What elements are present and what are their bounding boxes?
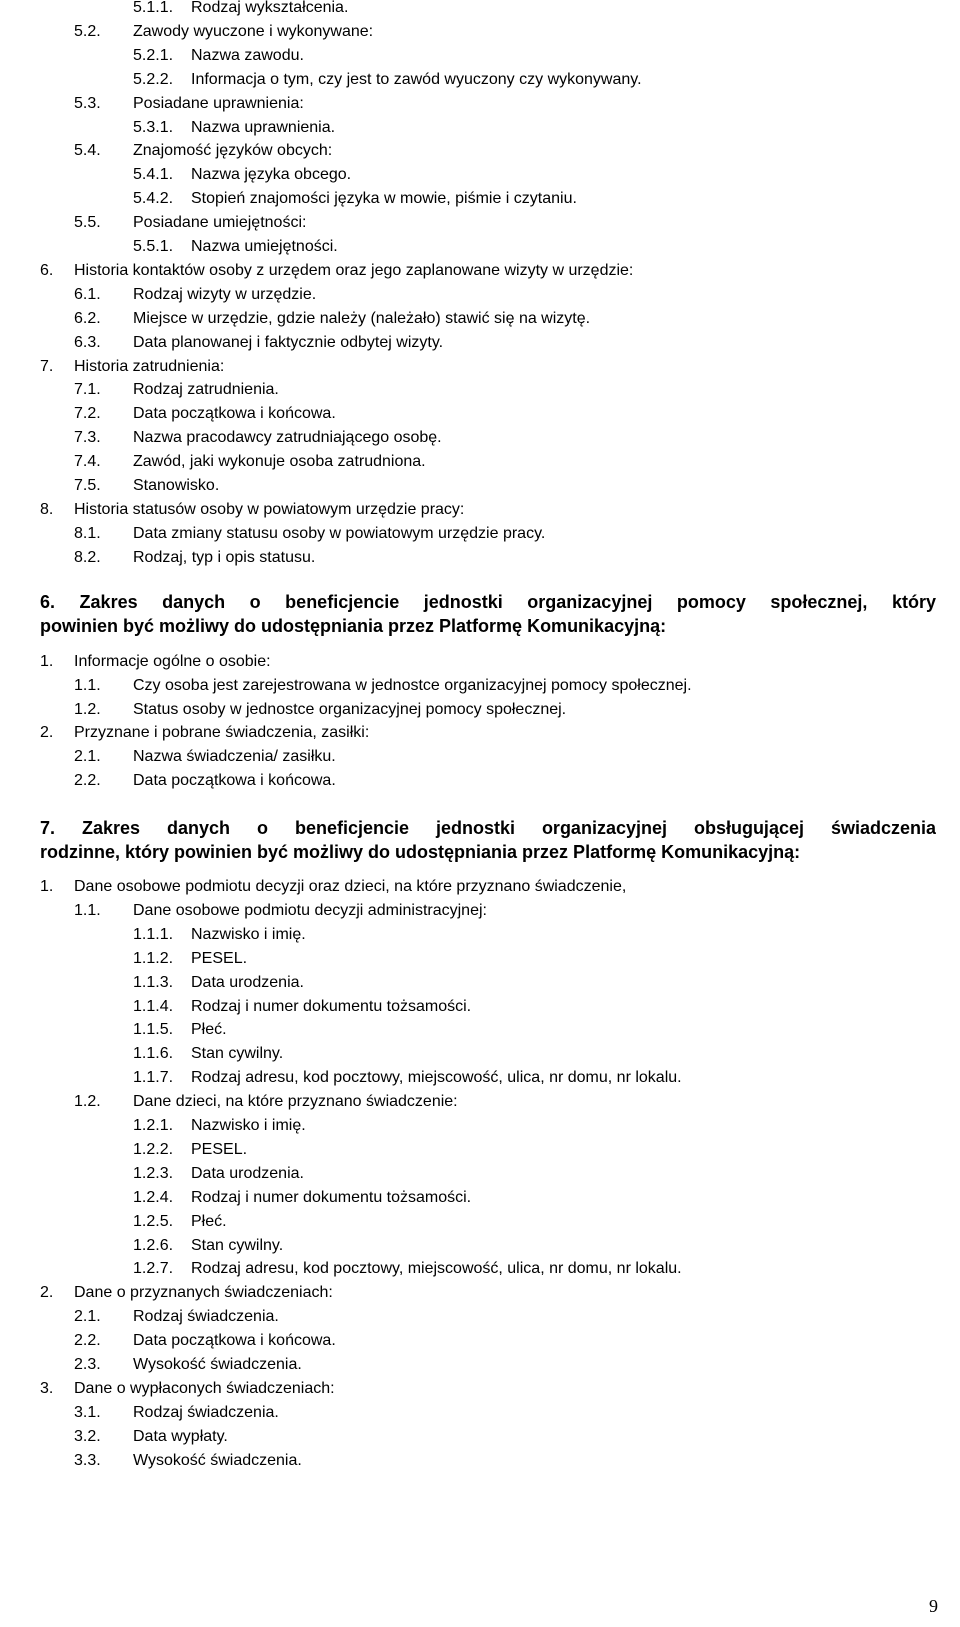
list-item-text: Historia zatrudnienia:	[74, 357, 225, 375]
section-7-number: 7.	[40, 818, 56, 838]
list-item-text: Data początkowa i końcowa.	[133, 1332, 336, 1350]
list-item-text: Rodzaj i numer dokumentu tożsamości.	[191, 1188, 472, 1206]
list-item-number: 1.1.	[74, 676, 101, 694]
list-item-text: Data początkowa i końcowa.	[133, 405, 336, 423]
section-7-heading-line2: rodzinne, który powinien być możliwy do udostępniania przez Platformę Komunikacyjną:	[40, 842, 801, 862]
list-item-text: Rodzaj wykształcenia.	[191, 0, 349, 16]
list-item-text: Czy osoba jest zarejestrowana w jednostce organizacyjnej pomocy społecznej.	[133, 676, 692, 694]
section-6-heading-line2: powinien być możliwy do udostępniania przez Platformę Komunikacyjną:	[40, 616, 667, 636]
list-item-text: Data wypłaty.	[133, 1427, 228, 1445]
list-item-number: 8.1.	[74, 524, 101, 542]
list-item-number: 5.2.1.	[133, 46, 174, 64]
list-item-text: Nazwa pracodawcy zatrudniającego osobę.	[133, 429, 442, 447]
section-6-number: 6.	[40, 592, 56, 612]
list-item-number: 3.3.	[74, 1451, 101, 1469]
list-item-text: Dane osobowe podmiotu decyzji administracyjnej:	[133, 901, 487, 919]
list-item-number: 1.1.2.	[133, 949, 174, 967]
list-item-text: Data zmiany statusu osoby w powiatowym urzędzie pracy.	[133, 524, 546, 542]
list-item-text: Rodzaj świadczenia.	[133, 1308, 279, 1326]
list-item-text: Nazwisko i imię.	[191, 925, 306, 943]
list-item-text: Rodzaj adresu, kod pocztowy, miejscowość, ulica, nr domu, nr lokalu.	[191, 1260, 682, 1278]
list-item-number: 2.1.	[74, 748, 101, 766]
list-item-number: 5.5.1.	[133, 238, 174, 255]
list-item-number: 2.	[40, 1284, 54, 1302]
list-item-text: Rodzaj zatrudnienia.	[133, 381, 279, 399]
list-item-number: 1.2.	[74, 1093, 101, 1111]
list-item-text: Zawody wyuczone i wykonywane:	[133, 22, 374, 40]
list-item-number: 5.4.1.	[133, 166, 174, 184]
list-item-number: 1.2.1.	[133, 1117, 174, 1134]
list-item-text: Miejsce w urzędzie, gdzie należy (należało) stawić się na wizytę.	[133, 309, 591, 327]
list-item-number: 7.4.	[74, 453, 101, 471]
section-7-heading-line1: Zakres danych o beneficjencie jednostki organizacyjnej obsługującej świadczenia	[81, 818, 936, 838]
list-item-number: 1.2.2.	[133, 1140, 174, 1158]
list-item-text: Przyznane i pobrane świadczenia, zasiłki:	[74, 724, 370, 742]
list-item-number: 1.2.3.	[133, 1164, 174, 1182]
list-item-number: 2.2.	[74, 1332, 101, 1350]
list-item-text: Nazwisko i imię.	[191, 1117, 306, 1134]
list-item-number: 7.	[40, 357, 54, 375]
list-item-text: Data urodzenia.	[191, 973, 304, 991]
list-item-number: 1.2.6.	[133, 1236, 174, 1254]
list-item-number: 3.1.	[74, 1403, 101, 1421]
list-item-number: 6.2.	[74, 309, 101, 327]
list-item-number: 1.1.7.	[133, 1069, 174, 1087]
section-6-heading-line1: Zakres danych o beneficjencie jednostki organizacyjnej pomocy społecznej, który	[79, 592, 936, 612]
list-item-number: 7.3.	[74, 429, 101, 447]
list-item-text: Data początkowa i końcowa.	[133, 772, 336, 789]
list-item-number: 8.2.	[74, 548, 101, 566]
list-item-number: 2.3.	[74, 1356, 101, 1373]
list-item-text: Nazwa uprawnienia.	[191, 118, 336, 136]
list-item-text: Informacja o tym, czy jest to zawód wyuczony czy wykonywany.	[191, 70, 642, 88]
list-item-text: Nazwa umiejętności.	[191, 238, 338, 255]
list-item-text: Dane osobowe podmiotu decyzji oraz dzieci, na które przyznano świadczenie,	[74, 878, 627, 895]
list-item-number: 2.2.	[74, 772, 101, 789]
list-item-number: 3.2.	[74, 1427, 101, 1445]
list-item-text: Data urodzenia.	[191, 1164, 304, 1182]
list-item-number: 6.3.	[74, 333, 101, 351]
list-item-text: Dane dzieci, na które przyznano świadczenie:	[133, 1093, 458, 1111]
list-item-number: 7.5.	[74, 477, 101, 494]
list-item-number: 2.	[40, 724, 54, 742]
list-item-number: 1.	[40, 653, 54, 670]
list-item-text: Nazwa świadczenia/ zasiłku.	[133, 748, 336, 766]
list-item-text: Historia kontaktów osoby z urzędem oraz jego zaplanowane wizyty w urzędzie:	[74, 261, 634, 279]
list-item-number: 2.1.	[74, 1308, 101, 1326]
list-item-number: 1.1.5.	[133, 1021, 174, 1039]
list-item-number: 7.2.	[74, 405, 101, 423]
list-item-text: Nazwa języka obcego.	[191, 166, 352, 184]
list-item-text: Data planowanej i faktycznie odbytej wizyty.	[133, 333, 444, 351]
list-item-number: 5.3.	[74, 94, 101, 112]
list-item-text: Stanowisko.	[133, 477, 220, 494]
list-item-number: 5.2.2.	[133, 70, 174, 88]
list-item-text: Rodzaj wizyty w urzędzie.	[133, 285, 317, 303]
list-item-number: 5.5.	[74, 214, 101, 232]
list-item-number: 1.1.	[74, 901, 101, 919]
list-item-text: PESEL.	[191, 1140, 248, 1158]
list-item-text: Rodzaj, typ i opis statusu.	[133, 548, 316, 566]
list-item-text: Wysokość świadczenia.	[133, 1356, 302, 1373]
list-item-number: 5.1.1.	[133, 0, 174, 16]
list-item-text: Znajomość języków obcych:	[133, 142, 333, 160]
list-item-number: 1.1.3.	[133, 973, 174, 991]
list-item-text: Posiadane uprawnienia:	[133, 94, 304, 112]
list-item-number: 5.4.	[74, 142, 101, 160]
list-item-text: Dane o przyznanych świadczeniach:	[74, 1284, 333, 1302]
list-item-text: Płeć.	[191, 1021, 227, 1039]
list-item-number: 1.1.6.	[133, 1045, 174, 1063]
list-item-number: 1.2.	[74, 700, 101, 718]
list-item-text: Rodzaj świadczenia.	[133, 1403, 279, 1421]
list-item-number: 1.2.5.	[133, 1212, 174, 1230]
section-7-heading	[40, 816, 936, 864]
list-item-number: 1.2.7.	[133, 1260, 174, 1278]
list-item-text: Stan cywilny.	[191, 1045, 284, 1063]
list-item-text: Rodzaj i numer dokumentu tożsamości.	[191, 997, 472, 1015]
list-item-text: Stopień znajomości języka w mowie, piśmie i czytaniu.	[191, 190, 577, 208]
list-item-text: PESEL.	[191, 949, 248, 967]
section-6-heading	[40, 590, 936, 638]
list-item-text: Nazwa zawodu.	[191, 46, 304, 64]
list-item-number: 6.	[40, 261, 54, 279]
list-item-text: Płeć.	[191, 1212, 227, 1230]
list-item-text: Informacje ogólne o osobie:	[74, 653, 271, 670]
list-item-number: 5.2.	[74, 22, 101, 40]
list-item-number: 1.1.4.	[133, 997, 174, 1015]
list-item-text: Zawód, jaki wykonuje osoba zatrudniona.	[133, 453, 426, 471]
list-item-number: 5.4.2.	[133, 190, 174, 208]
list-item-number: 5.3.1.	[133, 118, 174, 136]
list-item-text: Historia statusów osoby w powiatowym urzędzie pracy:	[74, 500, 465, 518]
list-item-text: Status osoby w jednostce organizacyjnej pomocy społecznej.	[133, 700, 567, 718]
list-item-number: 1.	[40, 878, 54, 895]
list-item-number: 3.	[40, 1379, 54, 1397]
list-item-number: 6.1.	[74, 285, 101, 303]
list-item-text: Rodzaj adresu, kod pocztowy, miejscowość, ulica, nr domu, nr lokalu.	[191, 1069, 682, 1087]
list-item-text: Wysokość świadczenia.	[133, 1451, 302, 1469]
list-item-number: 7.1.	[74, 381, 101, 399]
list-item-number: 1.1.1.	[133, 925, 174, 943]
list-item-text: Stan cywilny.	[191, 1236, 284, 1254]
page-number: 9	[929, 1596, 938, 1616]
list-item-number: 8.	[40, 500, 54, 518]
list-item-text: Dane o wypłaconych świadczeniach:	[74, 1379, 335, 1397]
list-item-number: 1.2.4.	[133, 1188, 174, 1206]
list-item-text: Posiadane umiejętności:	[133, 214, 307, 232]
